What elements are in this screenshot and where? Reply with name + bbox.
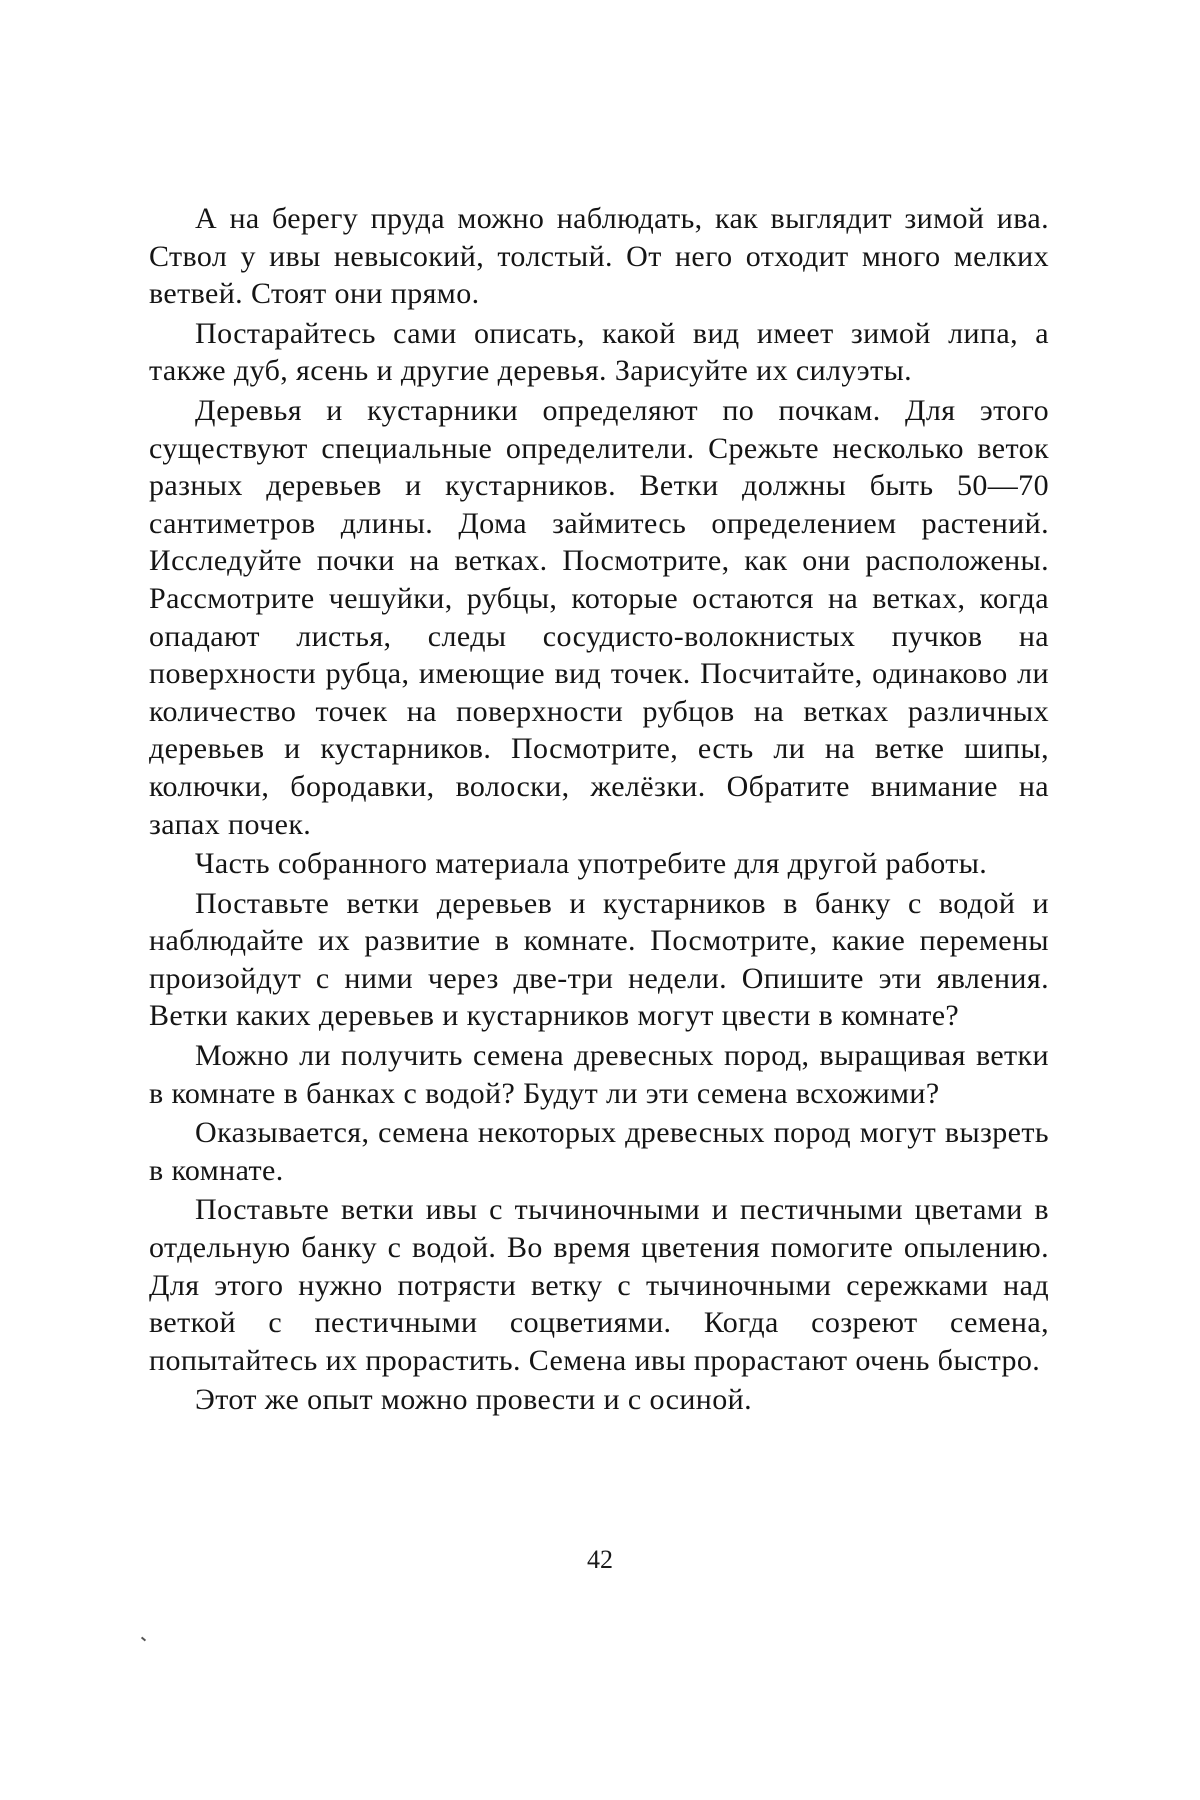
paragraph-aspen-experiment: Этот же опыт можно провести и с осиной. bbox=[195, 1383, 753, 1417]
page-body-text bbox=[149, 200, 1049, 1421]
paragraph-describe-trees: Постарайтесь сами описать, какой вид имеет зимой липа, а также дуб, ясень и другие деревья. Зарисуйте их силуэты. bbox=[149, 316, 1049, 388]
paragraph-willow-winter: А на берегу пруда можно наблюдать, как выглядит зимой ива. Ствол у ивы невысокий, толстый. От него отходит много мелких ветвей. Стоят они прямо. bbox=[149, 202, 1049, 311]
page-number: 42 bbox=[587, 1545, 613, 1574]
paragraph-branches-in-water: Поставьте ветки деревьев и кустарников в банку с водой и наблюдайте их развитие в комнате. Посмотрите, какие перемены произойдут с ними через две-три недели. Опишите эти явления. Ветки каких деревьев и кустарников могут цвести в комнате? bbox=[149, 886, 1049, 1033]
paragraph-willow-pollination: Поставьте ветки ивы с тычиночными и пестичными цветами в отдельную банку с водой. Во время цветения помогите опылению. Для этого нужно потрясти ветку с тычиночными сережками над веткой с пестичными соцветиями. Когда созреют семена, попытайтесь их прорастить. Семена ивы прорастают очень быстро. bbox=[149, 1193, 1049, 1377]
paragraph-seeds-question: Можно ли получить семена древесных пород, выращивая ветки в комнате в банках с водой? Будут ли эти семена всхожими? bbox=[149, 1039, 1049, 1110]
paragraph-collected-material: Часть собранного материала употребите для другой работы. bbox=[195, 847, 988, 881]
paragraph-identify-by-buds: Деревья и кустарники определяют по почкам. Для этого существуют специальные определители. Срежьте несколько веток разных деревьев и кустарников. Ветки должны быть 50—70 сантиметров длины. Дома займитесь определением растений. Исследуйте почки на ветках. Посмотрите, как они расположены. Рассмотрите чешуйки, рубцы, которые остаются на ветках, когда опадают листья, следы сосудисто-волокнистых пучков на поверхности рубца, имеющие вид точек. Посчитайте, одинаково ли количество точек на поверхности рубцов на ветках различных деревьев и кустарников. Посмотрите, есть ли на ветке шипы, колючки, бородавки, волоски, желёзки. Обратите внимание на запах почек. bbox=[149, 393, 1049, 841]
paragraph-seeds-ripen: Оказывается, семена некоторых древесных пород могут вызреть в комнате. bbox=[149, 1116, 1049, 1187]
scan-speck bbox=[141, 1637, 146, 1642]
